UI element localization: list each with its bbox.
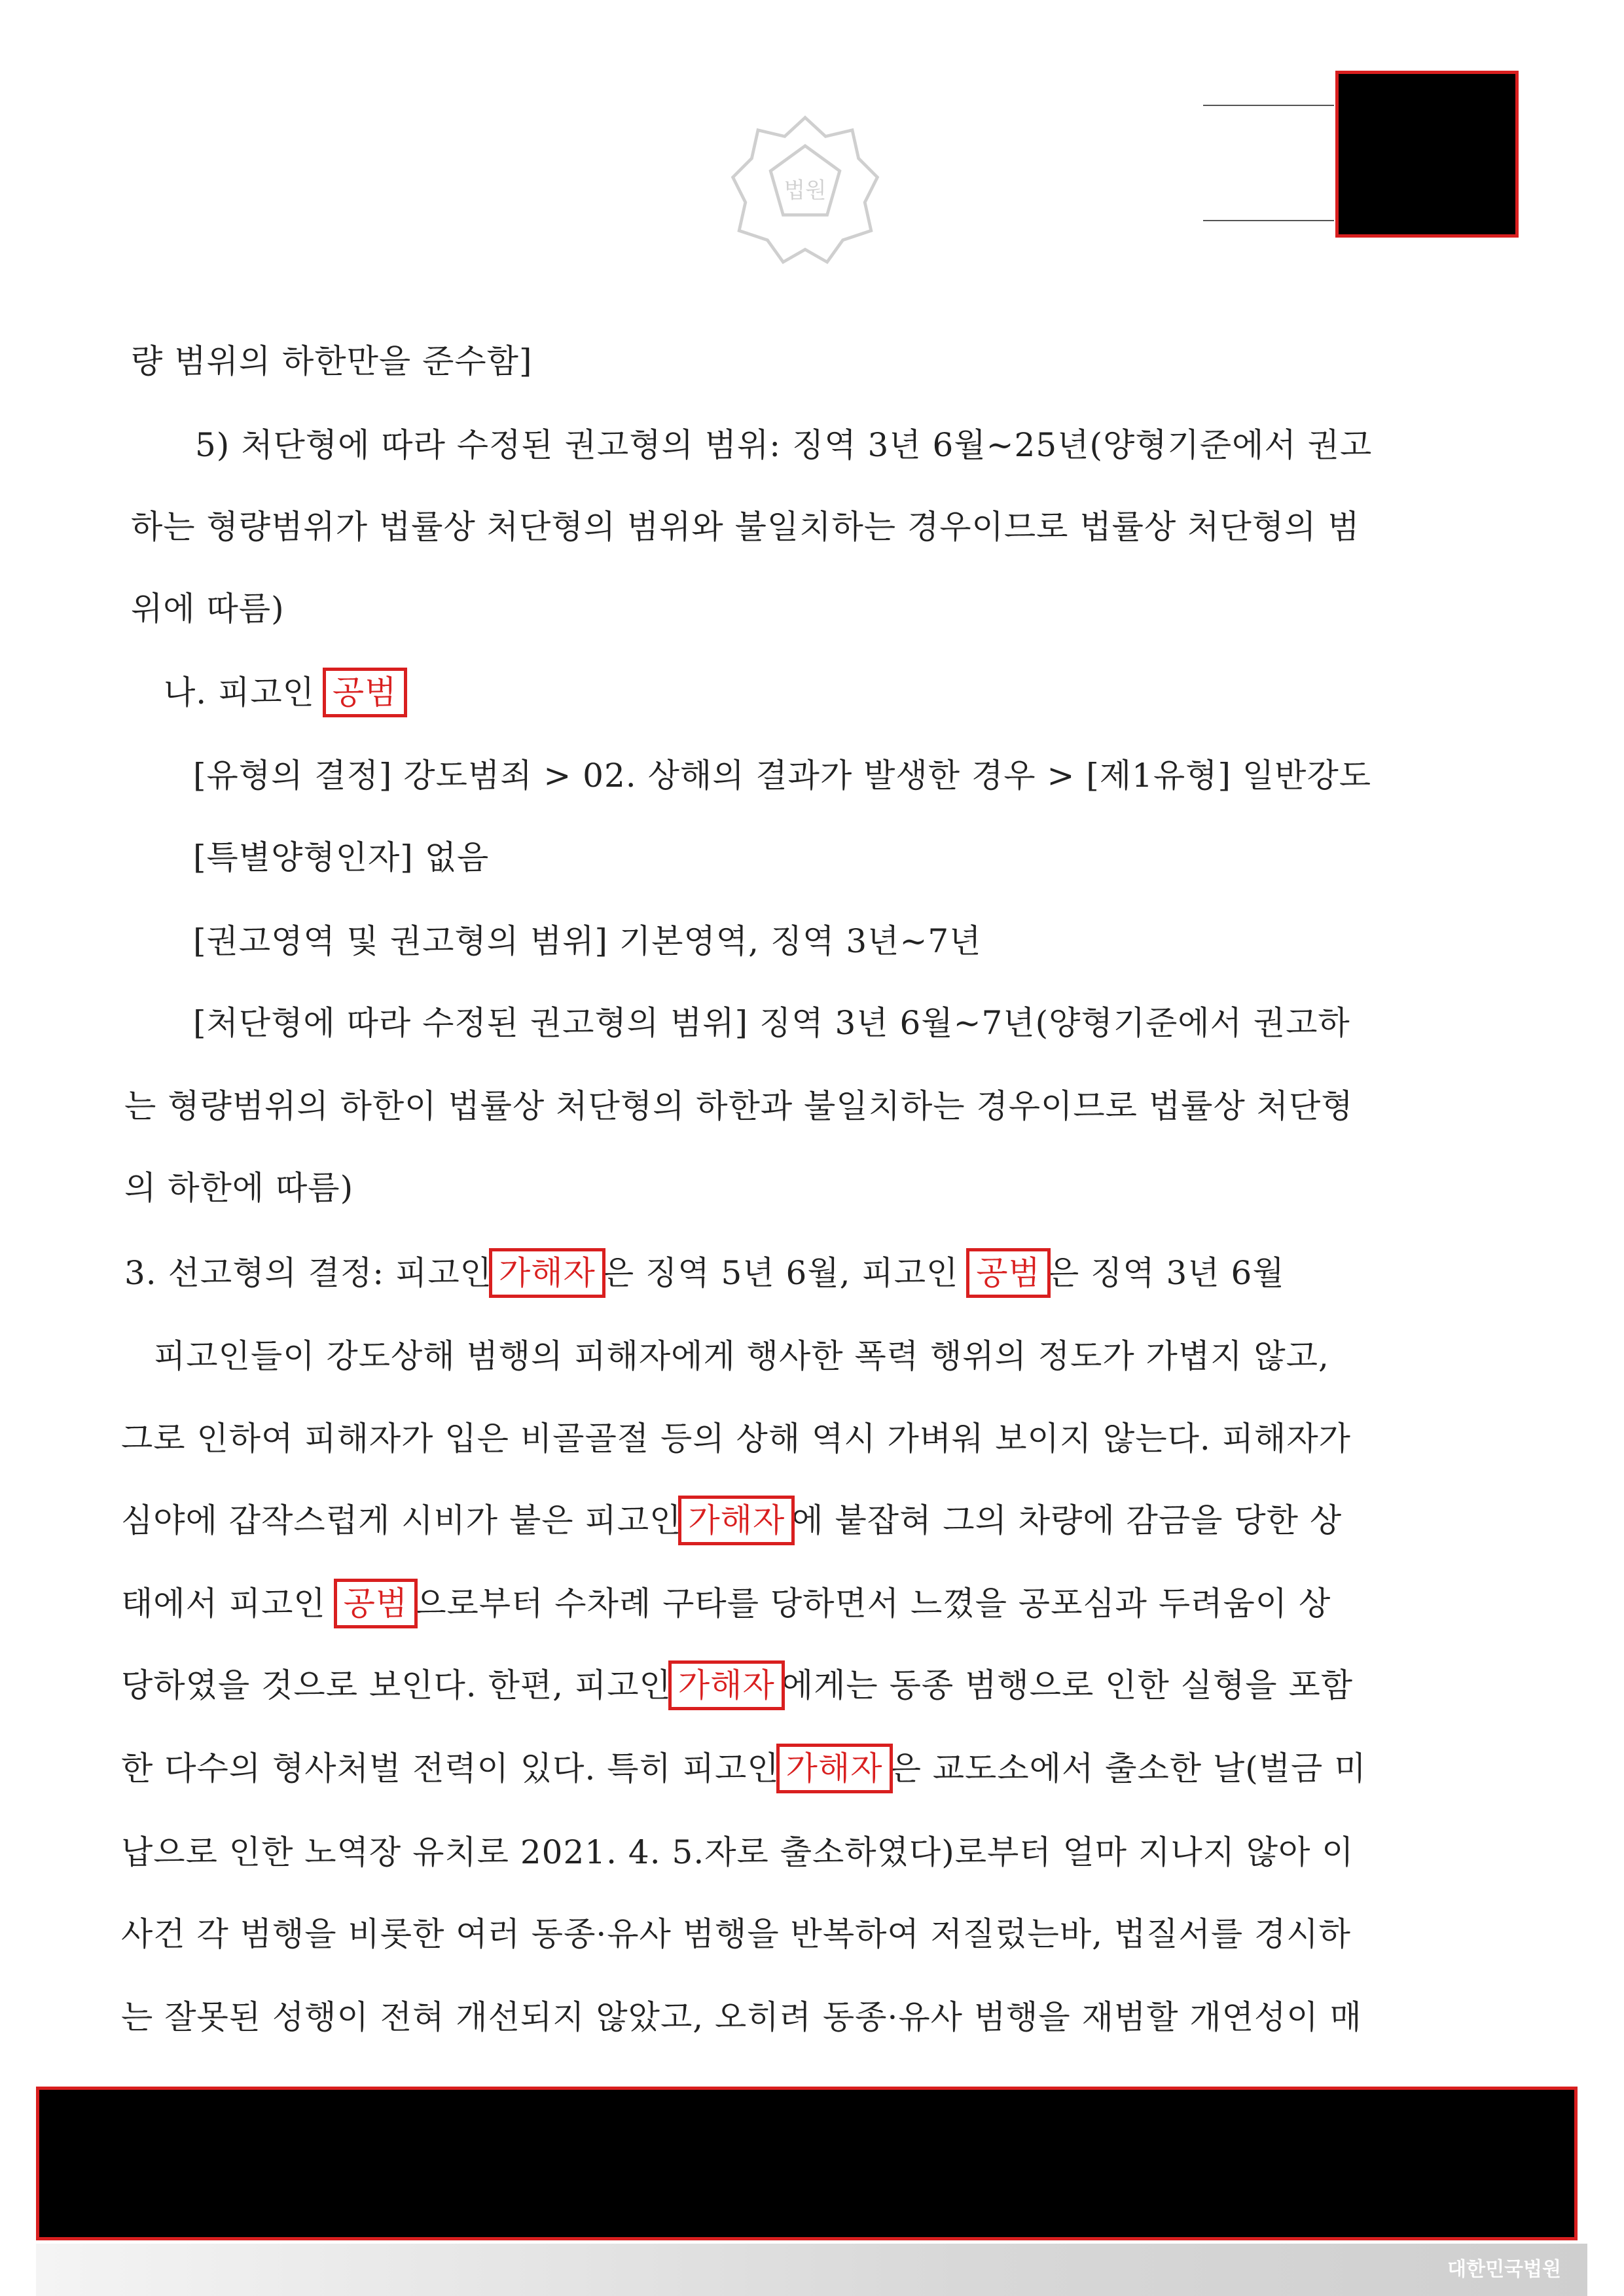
sentencing-heading bbox=[124, 1247, 1624, 1299]
accomplice-label: 공범 bbox=[329, 673, 401, 711]
offender-label: 가해자 bbox=[495, 1254, 600, 1292]
text-line-4: 위에 따름) bbox=[131, 590, 285, 628]
accomplice-label: 공범 bbox=[972, 1254, 1045, 1292]
svg-text:법원: 법원 bbox=[784, 177, 827, 203]
text-segment: 은 교도소에서 출소한 날(벌금 미 bbox=[889, 1749, 1367, 1787]
court-seal-logo bbox=[727, 111, 884, 268]
accomplice-label: 공범 bbox=[340, 1585, 412, 1623]
text-line-11: 의 하한에 따름) bbox=[124, 1169, 354, 1207]
text-line-2: 5) 처단형에 따라 수정된 권고형의 범위: 징역 3년 6월~25년(양형기준에서 권고 bbox=[195, 426, 1373, 464]
text-segment: 에게는 동종 범행으로 인한 실형을 포함 bbox=[781, 1666, 1354, 1704]
footer-band bbox=[36, 2244, 1587, 2296]
text-line-21: 는 잘못된 성행이 전혀 개선되지 않았고, 오히려 동종·유사 범행을 재범할 개연성이 매 bbox=[121, 1998, 1362, 2036]
text-line-16 bbox=[121, 1577, 1624, 1630]
text-line-17 bbox=[121, 1659, 1624, 1712]
text-line-18 bbox=[121, 1742, 1624, 1795]
court-name-footer: 대한민국법원 bbox=[1447, 2258, 1561, 2281]
text-line-3: 하는 형량범위가 법률상 처단형의 범위와 불일치하는 경우이므로 법률상 처단형의 범 bbox=[131, 508, 1360, 546]
text-segment: 태에서 피고인 bbox=[121, 1585, 337, 1623]
text-segment: 당하였을 것으로 보인다. 한편, 피고인 bbox=[121, 1666, 672, 1704]
redaction-box-bottom bbox=[36, 2087, 1578, 2240]
section-heading-accomplice bbox=[164, 666, 1624, 719]
text-line-1: 량 범위의 하한만을 준수함] bbox=[131, 342, 533, 380]
text-segment: 에 붙잡혀 그의 차량에 감금을 당한 상 bbox=[791, 1501, 1343, 1539]
offender-label: 가해자 bbox=[684, 1501, 789, 1539]
text-line-6: [유형의 결정] 강도범죄 > 02. 상해의 결과가 발생한 경우 > [제1유형] 일반강도 bbox=[193, 757, 1372, 795]
text-line-15 bbox=[121, 1494, 1624, 1547]
offender-label: 가해자 bbox=[782, 1749, 887, 1787]
header-rule-top bbox=[1203, 105, 1334, 106]
text-segment: 은 징역 5년 6월, 피고인 bbox=[602, 1254, 970, 1292]
text-segment: 은 징역 3년 6월 bbox=[1047, 1254, 1285, 1292]
text-line-10: 는 형량범위의 하한이 법률상 처단형의 하한과 불일치하는 경우이므로 법률상 처단형 bbox=[124, 1087, 1354, 1125]
text-segment: 3. 선고형의 결정: 피고인 bbox=[124, 1254, 492, 1292]
text-line-20: 사건 각 범행을 비롯한 여러 동종·유사 범행을 반복하여 저질렀는바, 법질서를 경시하 bbox=[121, 1915, 1351, 1953]
heading-text: 나. 피고인 bbox=[164, 673, 326, 711]
offender-label: 가해자 bbox=[674, 1666, 779, 1704]
text-line-19: 납으로 인한 노역장 유치로 2021. 4. 5.자로 출소하였다)로부터 얼마 지나지 않아 이 bbox=[121, 1833, 1354, 1871]
text-line-8: [권고영역 및 권고형의 범위] 기본영역, 징역 3년~7년 bbox=[193, 922, 982, 960]
text-segment: 으로부터 수차례 구타를 당하면서 느꼈을 공포심과 두려움이 상 bbox=[414, 1585, 1331, 1623]
text-line-14: 그로 인하여 피해자가 입은 비골골절 등의 상해 역시 가벼워 보이지 않는다. 피해자가 bbox=[121, 1420, 1351, 1458]
text-line-13: 피고인들이 강도상해 범행의 피해자에게 행사한 폭력 행위의 정도가 가볍지 않고, bbox=[154, 1337, 1329, 1375]
text-line-7: [특별양형인자] 없음 bbox=[193, 838, 490, 876]
text-segment: 한 다수의 형사처벌 전력이 있다. 특히 피고인 bbox=[121, 1749, 780, 1787]
header-rule-bottom bbox=[1203, 220, 1334, 221]
text-segment: 심야에 갑작스럽게 시비가 붙은 피고인 bbox=[121, 1501, 682, 1539]
redaction-box-top bbox=[1335, 71, 1519, 238]
text-line-9: [처단형에 따라 수정된 권고형의 범위] 징역 3년 6월~7년(양형기준에서 권고하 bbox=[193, 1004, 1350, 1042]
